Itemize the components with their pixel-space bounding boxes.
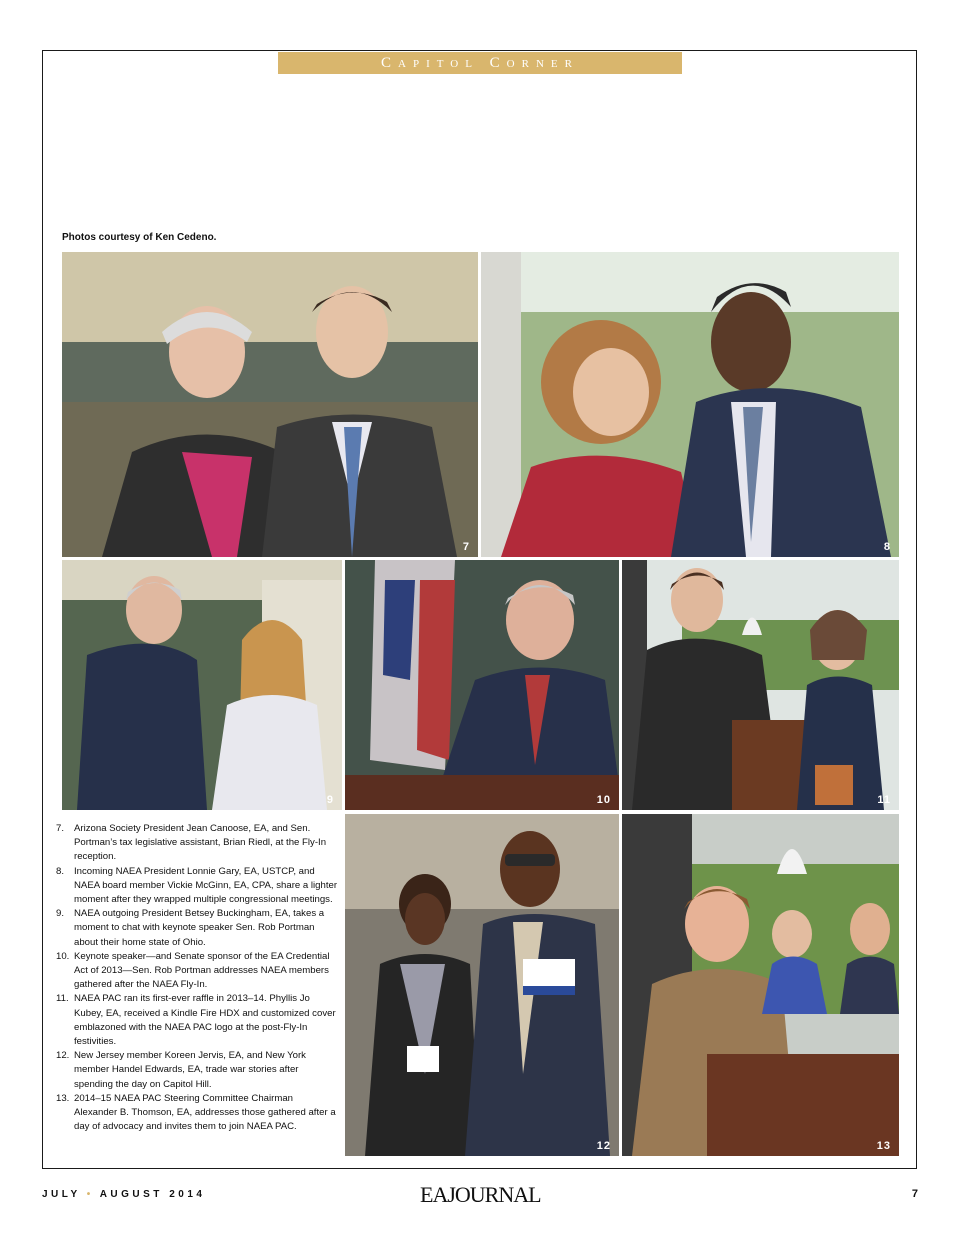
photo-number: 12: [596, 1140, 611, 1152]
caption-number: 10.: [56, 950, 70, 962]
photo-10: [345, 560, 619, 810]
photo-number: 9: [326, 794, 334, 806]
photo-11: [622, 560, 899, 810]
caption-number: 9.: [56, 908, 65, 920]
caption-item: [56, 950, 338, 993]
caption-text: 2014–15 NAEA PAC Steering Committee Chairman Alexander B. Thomson, EA, addresses those gathered after a day of advocacy and invites them to join NAEA PAC.: [74, 1092, 336, 1133]
caption-number: 7.: [56, 823, 65, 834]
caption-number: 11.: [56, 993, 69, 1005]
page-number: 7: [911, 1188, 918, 1200]
photo-13: [622, 814, 899, 1156]
photo-number: 8: [883, 541, 891, 553]
caption-list: [56, 822, 338, 1134]
photo-12: [345, 814, 619, 1156]
photo-credit: Photos courtesy of Ken Cedeno.: [62, 232, 217, 243]
caption-item: [56, 1092, 338, 1135]
photo-number: 11: [877, 794, 891, 806]
issue-month-2: AUGUST: [99, 1189, 163, 1200]
caption-text: NAEA PAC ran its first-ever raffle in 2013–14. Phyllis Jo Kubey, EA, received a Kindle Fire HDX and customized cover emblazoned with the NAEA PAC logo at the post-Fly-In festivities.: [74, 993, 336, 1048]
photo-8: [481, 252, 899, 557]
caption-item: [56, 822, 338, 865]
issue-year: 2014: [169, 1189, 206, 1200]
issue-date: [42, 1189, 205, 1200]
caption-item: [56, 865, 338, 908]
caption-number: 13.: [56, 1092, 70, 1104]
photo-number: 10: [596, 794, 611, 806]
caption-text: Arizona Society President Jean Canoose, EA, and Sen. Portman’s tax legislative assistant, Brian Riedl, at the Fly-In reception.: [74, 823, 327, 863]
photo-number: 13: [876, 1140, 891, 1152]
caption-item: [56, 992, 338, 1049]
caption-text: Keynote speaker—and Senate sponsor of the EA Credential Act of 2013—Sen. Rob Portman addresses NAEA members gathered after the NAEA Fly-In.: [74, 950, 330, 991]
journal-logo: EAJOURNAL: [420, 1182, 541, 1207]
caption-number: 12.: [56, 1050, 70, 1062]
photo-7: [62, 252, 478, 557]
photo-9: [62, 560, 342, 810]
caption-item: [56, 907, 338, 950]
caption-text: NAEA outgoing President Betsey Buckingham, EA, takes a moment to chat with keynote speaker Sen. Rob Portman about their home state of Ohio.: [74, 908, 325, 948]
section-banner: Capitol Corner: [278, 52, 682, 74]
caption-text: New Jersey member Koreen Jervis, EA, and New York member Handel Edwards, EA, trade war stories after spending the day on Capitol Hill.: [74, 1050, 306, 1090]
caption-item: [56, 1049, 338, 1092]
caption-text: Incoming NAEA President Lonnie Gary, EA, USTCP, and NAEA board member Vickie McGinn, EA, CPA, share a lighter moment after they wrapped multiple congressional meetings.: [74, 865, 338, 906]
photo-number: 7: [462, 541, 470, 553]
date-separator: •: [86, 1189, 94, 1200]
caption-number: 8.: [56, 865, 65, 877]
issue-month-1: JULY: [42, 1189, 81, 1200]
